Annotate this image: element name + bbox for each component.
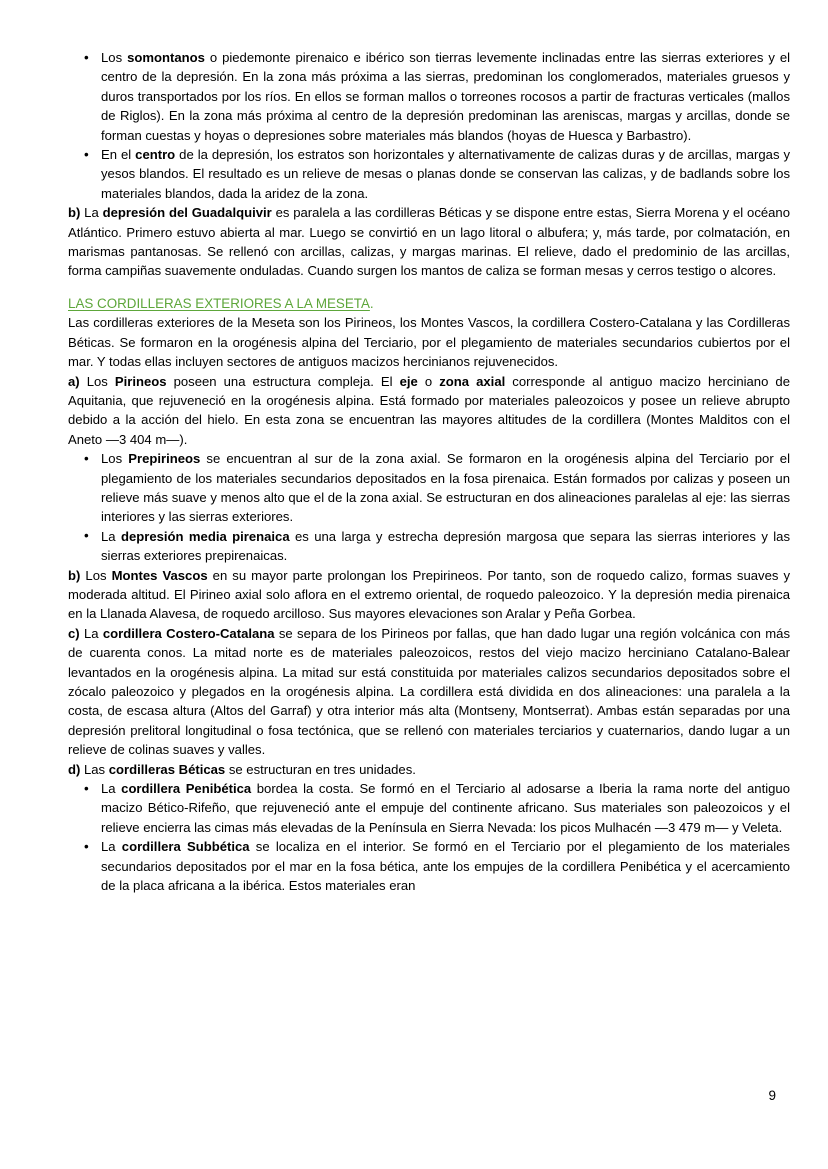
list-item (68, 48, 790, 145)
paragraph-body: corresponde al antiguo macizo herciniano de Aquitania, que rejuveneció en la orogénesis alpina. Está formado por materiales paleozoicos y posee un relieve abrupto debido a la acción del hielo. En esta zona se encuentran las mayores altitudes de la cordillera (Montes Malditos con el Aneto —3 404 m—). (68, 373, 790, 447)
list-item-body: de la depresión, los estratos son horizontales y alternativamente de calizas duras y de arcillas, margas y yesos blandos. El resultado es un relieve de mesas o planas donde se conservan las calizas, y de badlands sobre los materiales blandos, dada la aridez de la zona. (101, 147, 791, 201)
paragraph-emphasis: cordilleras Béticas (108, 761, 226, 777)
paragraph-lead: Los (79, 373, 115, 389)
list-item-emphasis: somontanos (127, 50, 205, 65)
paragraph-emphasis: Pirineos (114, 373, 167, 389)
paragraph-marker: b) (68, 567, 81, 583)
paragraph-lead: La (80, 205, 103, 221)
paragraph-cordilleras-beticas (68, 760, 790, 779)
paragraph-emphasis: Montes Vascos (111, 567, 208, 583)
list-item-emphasis: centro (135, 147, 176, 163)
section-heading-text: LAS CORDILLERAS EXTERIORES A LA MESETA (68, 295, 370, 311)
list-item-body: se encuentran al sur de la zona axial. Se formaron en la orogénesis alpina del Terciario por el plegamiento de los materiales secundarios depositados en la fosa pirenaica. Están formados por calizas y poseen un relieve más suave y menos alto que el de la zona axial. Se estructuran en dos alineaciones paralelas al eje: las sierras interiores y las sierras exteriores. (101, 451, 790, 525)
paragraph-intro-cordilleras: Las cordilleras exteriores de la Meseta son los Pirineos, los Montes Vascos, la cordillera Costero-Catalana y las Cordilleras Béticas. Se formaron en la orogénesis alpina del Terciario, por el plegamiento de materiales secundarios cubiertos por el mar. Y todas ellas incluyen sectores de antiguos macizos hercinianos rejuvenecidos. (68, 315, 790, 370)
list-item (68, 527, 790, 566)
paragraph-pirineos (68, 372, 790, 450)
paragraph-lead: Los (80, 567, 112, 583)
list-item-body: se localiza en el interior. Se formó en el Terciario por el plegamiento de los materiales secundarios depositados por el mar en la fosa bética, ante los empujes de la cordillera Penibética y el acercamiento de la placa africana a la ibérica. Estos materiales eran (101, 839, 790, 894)
paragraph-marker: a) (68, 373, 80, 389)
paragraph-emphasis-eje: eje (399, 373, 418, 389)
list-item-emphasis: depresión media pirenaica (120, 528, 290, 544)
list-item-body: es una larga y estrecha depresión margosa que separa las sierras interiores y las sierras exteriores prepirenaicas. (101, 528, 790, 564)
list-item-body: o piedemonte pirenaico e ibérico son tierras levemente inclinadas entre las sierras exteriores y el centro de la depresión. En la zona más próxima a las sierras, predominan los conglomerados, materiales gruesos y duros transportados por los ríos. En ellos se forman mallos o torreones rocosos a partir de fracturas verticales (mallos de Riglos). En la zona más próxima al centro de la depresión predominan las areniscas, margas y arcillas, donde se forman cuestas y hoyas o depresiones sobre materiales más blandos (hoyas de Huesca y Barbastro). (101, 50, 791, 143)
spacer (68, 281, 790, 294)
paragraph-lead: La (79, 625, 103, 641)
list-item (68, 145, 790, 203)
section-heading-punctuation: . (369, 295, 374, 311)
paragraph-emphasis-zona-axial: zona axial (439, 373, 506, 389)
list-item-emphasis: cordillera Penibética (121, 781, 252, 797)
paragraph-mid: poseen una estructura compleja. El (166, 373, 400, 389)
section-heading (68, 294, 790, 313)
bullet-list-pirineos (68, 449, 790, 565)
paragraph-emphasis: cordillera Costero-Catalana (102, 625, 275, 641)
paragraph-body: es paralela a las cordilleras Béticas y se dispone entre estas, Sierra Morena y el océano Atlántico. Primero estuvo abierta al mar. Luego se convirtió en un lago litoral o albufera; y, más tarde, por colmatación, en marismas pantanosas. Se rellenó con arcillas, calizas, y margas marinas. El relieve, dado el predominio de las arcillas, forma campiñas suavemente onduladas. Cuando surgen los mantos de caliza se forman mesas y cerros testigo o alcores. (68, 205, 790, 279)
paragraph-body: se estructuran en tres unidades. (225, 761, 416, 777)
list-item (68, 779, 790, 837)
page-number: 9 (768, 1088, 776, 1103)
list-item-lead: Los (101, 50, 128, 65)
list-item-emphasis: Prepirineos (128, 451, 201, 467)
paragraph-emphasis: depresión del Guadalquivir (102, 205, 272, 221)
list-item-emphasis: cordillera Subbética (121, 839, 250, 855)
list-item-lead: La (101, 528, 121, 544)
bullet-list-depresion-ebro (68, 48, 790, 203)
list-item-lead: La (101, 781, 122, 797)
paragraph-costero-catalana (68, 624, 790, 760)
paragraph-marker: b) (68, 205, 81, 221)
bullet-list-beticas (68, 779, 790, 895)
list-item (68, 449, 790, 527)
paragraph-marker: c) (68, 625, 80, 641)
page-content (68, 48, 790, 895)
list-item-lead: Los (101, 451, 129, 467)
paragraph-body: en su mayor parte prolongan los Prepirineos. Por tanto, son de roquedo calizo, formas suaves y moderada altitud. El Pirineo axial solo aflora en el extremo oriental, de roquedo paleozoico. Y la depresión media pirenaica en la Llanada Alavesa, de roquedo arcilloso. Sus mayores elevaciones son Aralar y Peña Gorbea. (68, 567, 791, 622)
paragraph-marker: d) (68, 761, 81, 777)
list-item (68, 837, 790, 895)
paragraph-depresion-guadalquivir (68, 203, 790, 281)
list-item-lead: La (101, 839, 122, 855)
list-item-body: bordea la costa. Se formó en el Terciario al adosarse a Iberia la rama norte del antiguo macizo Bético-Rifeño, que rejuveneció ante el empuje del continente africano. Sus materiales son paleozoicos y el relieve encierra las cimas más elevadas de la Península en Sierra Nevada: los picos Mulhacén —3 479 m— y Veleta. (101, 781, 790, 835)
paragraph-lead: Las (80, 761, 109, 777)
list-item-lead: En el (101, 147, 136, 163)
paragraph-body: se separa de los Pirineos por fallas, que han dado lugar una región volcánica con más de cuarenta conos. La mitad norte es de materiales paleozoicos, restos del viejo macizo herciniano Catalano-Balear levantados en la orogénesis alpina. La mitad sur está constituida por materiales calizos secundarios depositados sobre el zócalo paleozoico y plegados en la orogénesis alpina. La cordillera está dividida en dos alineaciones: una paralela a la costa, de escasa altura (Altos del Garraf) y otra interior más alta (Montseny, Montserrat). Ambas están separadas por una depresión prelitoral longitudinal o fosa tectónica, que se rellenó con materiales terciarios y cuaternarios, dando lugar a un relieve de colinas suaves y valles. (68, 625, 790, 758)
paragraph-montes-vascos (68, 566, 790, 624)
paragraph-conjunction: o (417, 373, 440, 389)
